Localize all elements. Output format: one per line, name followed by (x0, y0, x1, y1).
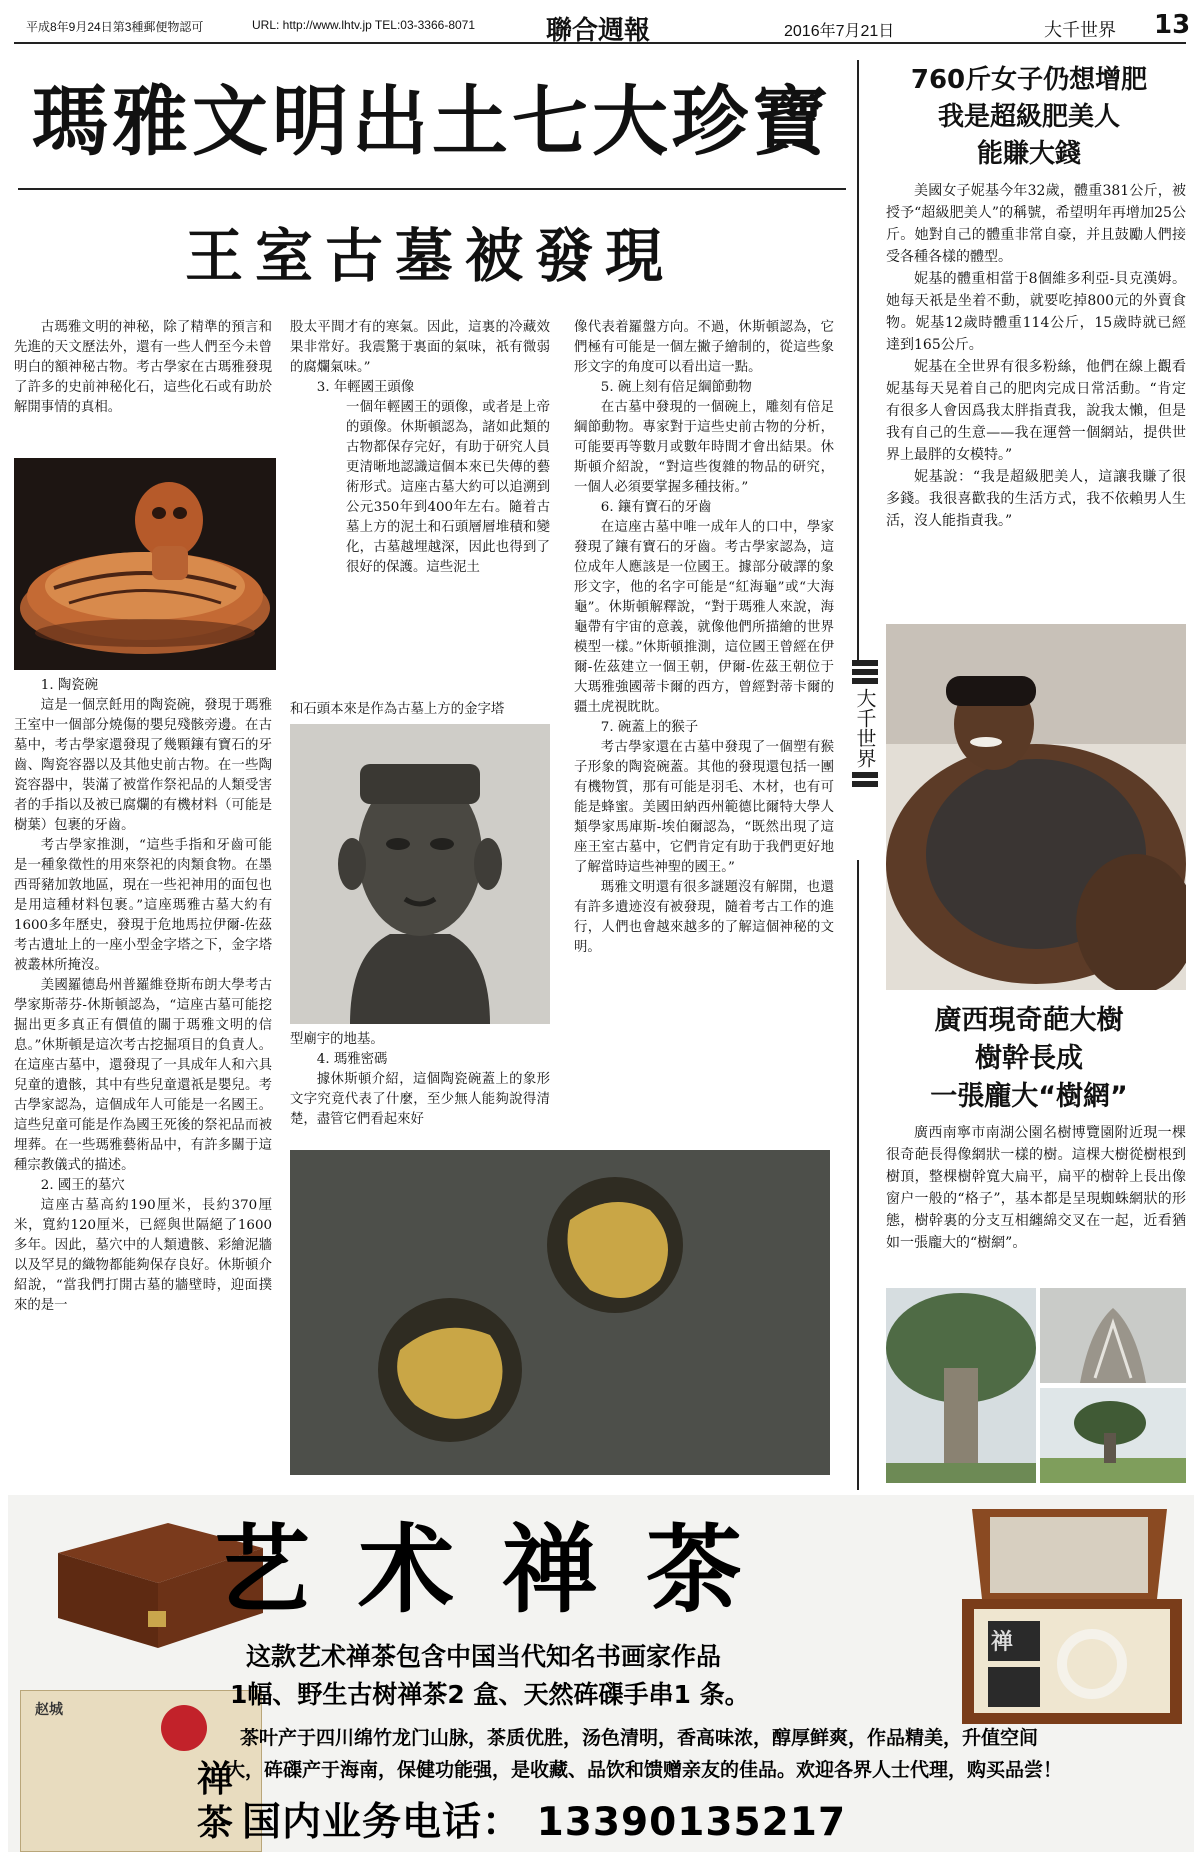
package-logo: 赵城 (35, 1702, 63, 1718)
story1-title-line2: 我是超級肥美人 (937, 102, 1120, 132)
tree-photo-3 (1040, 1388, 1186, 1483)
tree-photo-1 (886, 1288, 1036, 1483)
article-subheading: 4. 瑪雅密碼 (316, 1052, 388, 1067)
article-paragraph: 股太平間才有的寒氣。因此，這裏的冷藏效果非常好。我震驚于裏面的氣味，祇有微弱的腐爛氣味。” (290, 320, 550, 375)
package-char-2: 茶 (197, 1802, 234, 1844)
ceramic-bowl-photo (14, 458, 276, 670)
article-paragraph: 據休斯頓介紹，這個陶瓷碗蓋上的象形文字究竟代表了什麼，至少無人能夠說得清楚，盡管它們看起來好 (290, 1072, 550, 1127)
article-paragraph: 在這座古墓中唯一成年人的口中，學家發現了鑲有寶石的牙齒。考古學家認為，這位成年人應該是一位國王。據部分破譯的象形文字，他的名字可能是“紅海龜”或“大海龜”。休斯頓解釋說，“對于瑪雅人來說，海龜帶有宇宙的意義，就像他們所描繪的世界模型一樣。”休斯頓推測，這位國王曾經在伊爾-佐茲建立一個王朝，伊爾-佐茲王朝位于大瑪雅強國蒂卡爾的西方，曾經對蒂卡爾的疆土虎視眈眈。 (574, 520, 834, 715)
package-seal (161, 1705, 207, 1751)
article-col1-bottom (14, 676, 272, 1478)
gold-discs-photo (290, 1150, 830, 1475)
ad-line1: 这款艺术禅茶包含中国当代知名书画家作品 (246, 1642, 722, 1671)
story1-title-line1: 760斤女子仍想增肥 (910, 65, 1148, 95)
article-col2-bottom (290, 1030, 550, 1140)
article-subheading: 3. 年輕國王頭像 (316, 380, 415, 395)
url-tel: URL: http://www.lhtv.jp TEL:03-3366-8071 (252, 18, 476, 32)
vertical-section-marker (852, 660, 878, 860)
article-paragraph: 美國羅德島州普羅維登斯布朗大學考古學家斯蒂芬-休斯頓認為，“這座古墓可能挖掘出更多真正有價值的關于瑪雅文明的信息。”休斯頓是這次考古挖掘項目的負責人。在這座古墓中，還發現了一具成年人和六具兒童的遺骸，其中有些兒童還祇是嬰兒。考古學家認為，這個成年人可能是一名國王。這些兒童可能是作為國王死後的祭祀品而被埋葬。在一些瑪雅藝術品中，有許多關于這種宗教儀式的描述。 (14, 978, 272, 1173)
article-col3 (574, 318, 834, 1140)
story1-title-line3: 能賺大錢 (976, 139, 1081, 169)
gift-box-image (952, 1499, 1186, 1729)
ad-phone-number: 国内业务电话： 13390135217 (242, 1800, 847, 1845)
story1-para1: 美國女子妮基今年32歲，體重381公斤，被授予“超級肥美人”的稱號，希望明年再增加25公斤。她對自己的體重非常自豪，并且鼓勵人們接受各種各樣的體型。 (886, 183, 1186, 265)
article-subheading: 7. 碗蓋上的猴子 (600, 720, 699, 735)
article-paragraph: 考古學家還在古墓中發現了一個塑有猴子形象的陶瓷碗蓋。其他的發現還包括一團有機物質，那有可能是羽毛、木材，也有可能是蜂蜜。美國田納西州範德比爾特大學人類學家馬庫斯-埃伯爾認為，“既然出現了這座王室古墓中，它們肯定有助于我們更好地了解當時這些神聖的國王。” (574, 740, 834, 875)
page-number: 13 (1154, 10, 1191, 40)
article-subheading: 5. 碗上刻有倍足綱節動物 (600, 380, 752, 395)
tree-photo-2 (1040, 1288, 1186, 1383)
sub-headline: 王室古墓被發現 (184, 222, 675, 290)
ad-line4: 大，砗磲产于海南，保健功能强，是收藏、品饮和馈赠亲友的佳品。欢迎各界人士代理，购买品尝！ (226, 1759, 1063, 1781)
section-name: 大千世界 (1044, 20, 1116, 40)
tray-char: 禅 (991, 1630, 1014, 1655)
story1-para2: 妮基的體重相當于8個維多利亞-貝克漢姆。她每天祇是坐着不動，就要吃掉800元的外賣食物。妮基12歲時體重114公斤，15歲時就已經達到165公斤。 (886, 271, 1186, 353)
sidebar-story1-body (886, 180, 1186, 620)
article-col2-narrow (346, 398, 550, 698)
package-char-1: 禅 (197, 1758, 234, 1800)
article-col2-top (290, 318, 550, 396)
story2-title-line3: 一張龐大“樹網” (930, 1081, 1128, 1112)
ad-line3: 茶叶产于四川绵竹龙门山脉，茶质优胜，汤色清明，香高味浓，醇厚鲜爽，作品精美，升值空间 (240, 1727, 1039, 1749)
postal-permit: 平成8年9月24日第3種郵便物認可 (26, 20, 204, 34)
article-paragraph: 這是一個烹飪用的陶瓷碗，發現于瑪雅王室中一個部分燒傷的嬰兒殘骸旁邊。在古墓中，考古學家還發現了幾顆鑲有寶石的牙齒、陶瓷容器以及其他史前古物。在一些陶瓷容器中，裝滿了被當作祭祀品的人類受害者的手指以及被已腐爛的有機材料（可能是樹葉）包裹的牙齒。 (14, 698, 272, 833)
story2-title-line1: 廣西現奇葩大樹 (934, 1005, 1124, 1036)
ad-line2: 1幅、野生古树禅茶2 盒、天然砗磲手串1 条。 (230, 1680, 750, 1709)
article-paragraph: 瑪雅文明還有很多謎題沒有解開，也還有許多遺迹沒有被發現，隨着考古工作的進行，人們也會越來越多的了解這個神秘的文明。 (574, 880, 834, 955)
article-col1-top (14, 318, 272, 453)
article-col2-wide (290, 700, 550, 722)
story2-para1: 廣西南寧市南湖公園名樹博覽園附近現一棵很奇葩長得像網狀一樣的樹。這棵大樹從樹根到樹頂，整棵樹幹寬大扁平，扁平的樹幹上長出像窗户一般的“格子”，基本都是呈現蜘蛛網狀的形態，樹幹裏的分支互相纏綿交叉在一起，近看猶如一張龐大的“樹網”。 (886, 1125, 1186, 1251)
story1-para3: 妮基在全世界有很多粉絲，他們在線上觀看妮基每天晃着自己的肥肉完成日常活動。“肯定有很多人會因爲我太胖指責我，說我太懶，但是我有自己的生意——我在運營一個網站，提供世界上最胖的女模特。” (886, 359, 1186, 463)
article-subheading: 2. 國王的墓穴 (40, 1178, 125, 1193)
vertical-section-label: 大千世界 (853, 688, 877, 768)
headline-rule (18, 188, 846, 190)
stone-head-photo (290, 724, 550, 1024)
paper-name: 聯合週報 (546, 16, 651, 46)
col2-wide-text: 和石頭本來是作為古墓上方的金字塔 (290, 702, 505, 717)
article-paragraph: 考古學家推測，“這些手指和牙齒可能是一種象徵性的用來祭祀的肉類食物。在墨西哥豬加敦地區，現在一些祀神用的面包也是用這種材料包裹。”這座瑪雅古墓大約有1600多年歷史，發現于危地馬拉伊爾-佐茲考古遺址上的一座小型金字塔之下，金字塔被叢林所掩沒。 (14, 838, 272, 973)
article-paragraph: 這座古墓高約190厘米，長約370厘米，寬約120厘米，已經與世隔絕了1600多年。因此，墓穴中的人類遺骸、彩繪泥牆以及罕見的織物都能夠保存良好。休斯頓介紹說，“當我們打開古墓的牆壁時，迎面撲來的是一 (14, 1198, 272, 1313)
tea-advertisement (8, 1495, 1194, 1852)
sidebar-story2-body (886, 1122, 1186, 1282)
article-paragraph: 在古墓中發現的一個碗上，雕刻有倍足綱節動物。專家對于這些史前古物的分析，可能要再等數月或數年時間才會出結果。休斯頓介紹說，“對這些復雜的物品的研究，一個人必須要掌握多種技術。” (574, 400, 834, 495)
article-paragraph: 古瑪雅文明的神秘，除了精準的預言和先進的天文歷法外，還有一些人們至今未曾明白的額神秘古物。考古學家在古瑪雅發現了許多的史前神秘化石，這些化石或有助於解開事情的真相。 (14, 320, 272, 415)
superfat-woman-photo (886, 624, 1186, 990)
sidebar-story2-title (870, 1002, 1188, 1116)
page-header (14, 10, 1191, 46)
article-subheading: 1. 陶瓷碗 (40, 678, 99, 693)
col2-narrow-text: 一個年輕國王的頭像，或者是上帝的頭像。休斯頓認為，諸如此類的古物都保存完好，有助于研究人員更清晰地認識這個本來已失傳的藝術形式。這座古墓大約可以追溯到公元350年到400年左右。隨着古墓上方的泥土和石頭層層堆積和變化，古墓越埋越深，因此也得到了很好的保護。這些泥土 (346, 400, 550, 575)
issue-date: 2016年7月21日 (784, 23, 895, 40)
article-paragraph: 型廟宇的地基。 (290, 1032, 384, 1047)
story2-title-line2: 樹幹長成 (975, 1043, 1083, 1074)
story1-para4: 妮基說：“我是超級肥美人，這讓我賺了很多錢。我很喜歡我的生活方式，我不依賴男人生活，沒人能指責我。” (886, 469, 1186, 529)
article-subheading: 6. 鑲有寶石的牙齒 (600, 500, 712, 515)
sidebar-story1-title (870, 62, 1188, 173)
ad-title: 艺术禅茶 (214, 1513, 790, 1626)
article-paragraph: 像代表着羅盤方向。不過，休斯頓認為，它們極有可能是一個左撇子繪制的，從這些象形文字的角度可以看出這一點。 (574, 320, 834, 375)
main-headline: 瑪雅文明出土七大珍寶 (32, 77, 832, 166)
